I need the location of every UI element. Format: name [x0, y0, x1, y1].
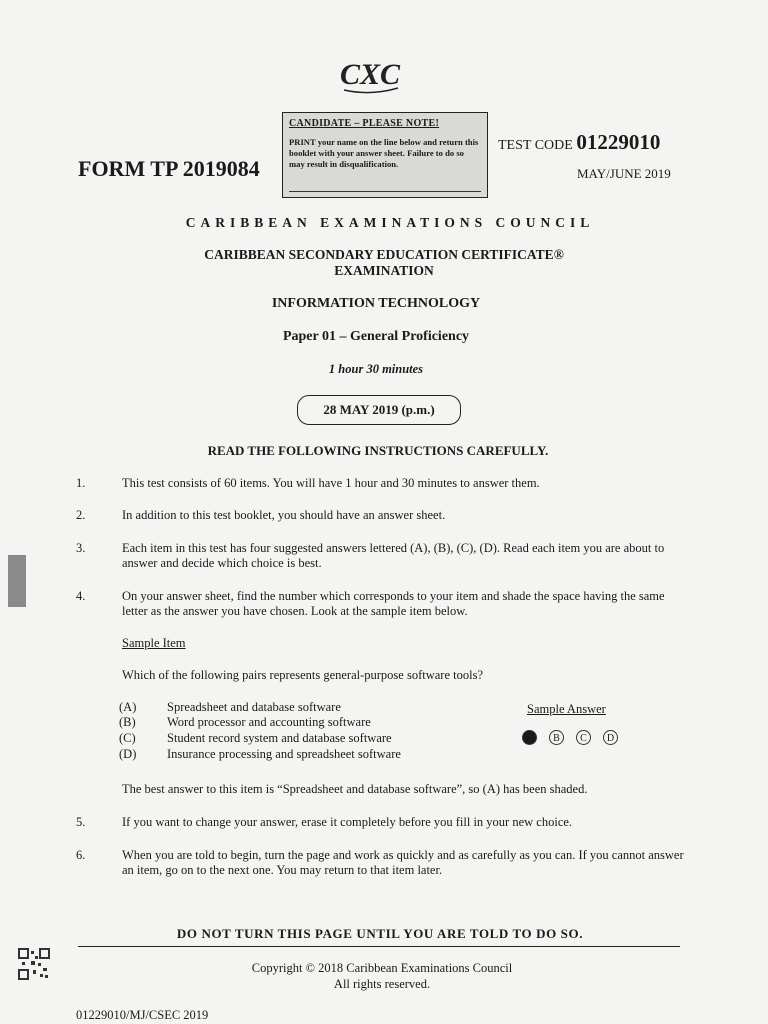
notice-title: CANDIDATE – PLEASE NOTE!	[289, 118, 440, 129]
cxc-logo	[336, 50, 406, 100]
barcode-label-icon	[8, 555, 26, 607]
notice-body: PRINT your name on the line below and return this booklet with your answer sheet. Failure to do so may result in disqualification.	[289, 137, 479, 169]
sample-question: Which of the following pairs represents general-purpose software tools?	[122, 668, 483, 682]
test-code-label: TEST CODE	[498, 138, 573, 153]
copyright-notice: Copyright © 2018 Caribbean Examinations Council All rights reserved.	[251, 961, 513, 991]
sample-answer-bubbles	[522, 730, 618, 745]
certificate-line-2: EXAMINATION	[334, 263, 434, 278]
qr-code-icon	[18, 948, 50, 980]
paper-title: Paper 01 – General Proficiency	[282, 329, 470, 344]
answer-bubble-b: B	[549, 730, 564, 745]
test-code-number: 01229010	[576, 130, 661, 154]
instructions-heading: READ THE FOLLOWING INSTRUCTIONS CAREFULLY.	[207, 443, 549, 458]
answer-bubble-c: C	[576, 730, 591, 745]
sample-item-label: Sample Item	[122, 636, 186, 650]
candidate-notice-box	[282, 112, 488, 198]
council-title: CARIBBEAN EXAMINATIONS COUNCIL	[185, 215, 595, 230]
exam-duration: 1 hour 30 minutes	[328, 362, 424, 376]
test-code	[498, 130, 660, 155]
exam-date: 28 MAY 2019 (p.m.)	[297, 395, 461, 425]
document-code: 01229010/MJ/CSEC 2019	[76, 1008, 209, 1022]
footer-divider	[78, 946, 680, 947]
subject-title: INFORMATION TECHNOLOGY	[271, 296, 481, 311]
form-number: FORM TP 2019084	[78, 156, 260, 181]
exam-session: MAY/JUNE 2019	[577, 166, 671, 181]
answer-bubble-a: A	[522, 730, 537, 745]
do-not-turn-warning: DO NOT TURN THIS PAGE UNTIL YOU ARE TOLD TO DO SO.	[176, 926, 584, 941]
answer-bubble-d: D	[603, 730, 618, 745]
best-answer-explanation: The best answer to this item is “Spreadsheet and database software”, so (A) has been shaded.	[122, 782, 588, 796]
certificate-line-1: CARIBBEAN SECONDARY EDUCATION CERTIFICATE®	[204, 247, 564, 262]
name-line	[289, 191, 481, 192]
svg-text:CXC: CXC	[340, 58, 401, 91]
sample-answer-label: Sample Answer	[527, 702, 606, 716]
certificate-title	[0, 247, 768, 279]
